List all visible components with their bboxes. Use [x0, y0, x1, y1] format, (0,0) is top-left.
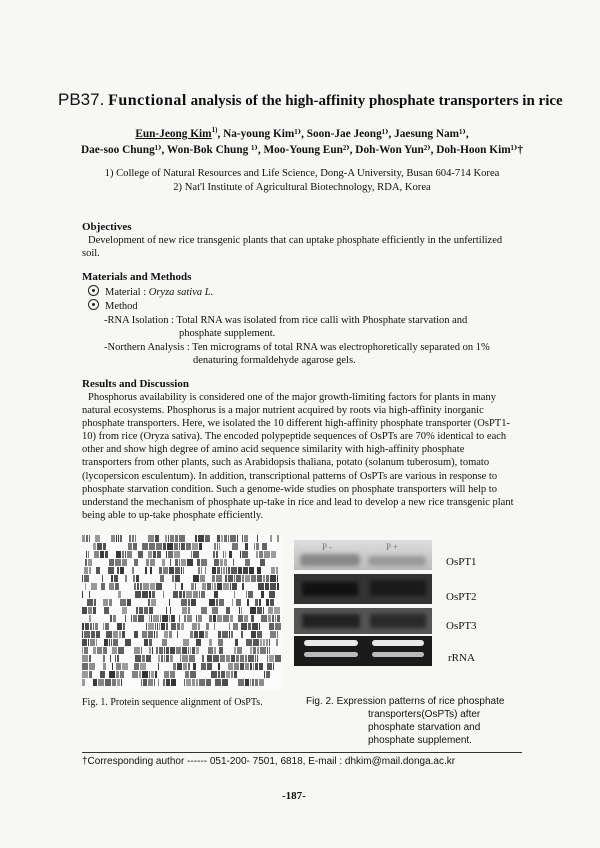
results-line: being able to up-take phosphate efficiently.	[82, 509, 264, 521]
corresponding-author: †Corresponding author ------ 051-200- 7501, 6818, E-mail : dhkim@mail.donga.ac.kr	[82, 756, 456, 767]
objectives-heading: Objectives	[82, 221, 132, 233]
rna-isolation-line-1: -RNA Isolation : Total RNA was isolated from rice calli with Phosphate starvation and	[104, 315, 468, 326]
results-heading: Results and Discussion	[82, 378, 189, 390]
blot-band-ospt1	[294, 540, 432, 570]
alignment-row	[82, 679, 282, 686]
title-code: PB37.	[58, 90, 105, 109]
alignment-row	[82, 671, 282, 678]
affiliation-2: 2) Nat'l Institute of Agricultural Biotechnology, RDA, Korea	[173, 182, 431, 193]
authors-line-2: Dae-soo Chung¹⁾, Won-Bok Chung ¹⁾, Moo-Young Eun²⁾, Doh-Won Yun²⁾, Doh-Hoon Kim¹⁾†	[80, 144, 524, 156]
alignment-row	[82, 631, 282, 638]
alignment-row	[82, 623, 282, 630]
alignment-row	[82, 655, 282, 662]
rna-isolation-line-2: phosphate supplement.	[179, 328, 276, 339]
footer-divider	[82, 752, 522, 753]
results-line: transporters from other plants, such as Arabidopsis thaliana, potato (solanum tuberosum), tomato	[82, 457, 490, 469]
results-line: phosphate transporters. Here, we isolated the 10 different high-affinity phosphate transporter (OsPT1-	[82, 418, 510, 430]
method-item	[88, 299, 138, 312]
bullet-icon	[88, 299, 99, 310]
objectives-line-1: Development of new rice transgenic plants that can uptake phosphate efficiently in the unfertilized	[88, 235, 503, 246]
northern-blot-figure	[294, 540, 432, 668]
results-line: (lycopersicon esculentum). In addition, transcriptional patterns of OsPTs are various in response to	[82, 470, 498, 482]
alignment-row	[82, 535, 282, 542]
gene-label-rrna: rRNA	[448, 652, 475, 664]
results-line: Phosphorus availability is considered one of the major growth-limiting factors for plants in many	[88, 392, 496, 403]
figure-2-caption-line-4: phosphate supplement.	[368, 735, 472, 746]
alignment-row	[82, 567, 282, 574]
results-line: other and show high degree of amino acid sequence similarity with high-affinity phosphate	[82, 444, 465, 456]
paper-title	[58, 90, 578, 110]
blot-band-ospt2	[294, 574, 432, 604]
northern-analysis-line-2: denaturing formaldehyde agarose gels.	[193, 355, 356, 366]
alignment-row	[82, 639, 282, 646]
results-paragraph	[82, 391, 522, 522]
alignment-row	[82, 615, 282, 622]
lane-label-minus: P -	[322, 542, 332, 552]
bullet-icon	[88, 285, 99, 296]
alignment-row	[82, 663, 282, 670]
figure-2-caption-line-3: phosphate starvation and	[368, 722, 481, 733]
blot-band-rrna	[294, 636, 432, 666]
figure-2-caption-line-1: Fig. 2. Expression patterns of rice phosphate	[306, 696, 505, 707]
figure-1-caption: Fig. 1. Protein sequence alignment of OsPTs.	[82, 697, 263, 708]
lane-label-plus: P +	[386, 542, 398, 552]
alignment-row	[82, 583, 282, 590]
material-value: Oryza sativa L.	[148, 287, 214, 298]
alignment-row	[82, 575, 282, 582]
blot-band-ospt3	[294, 608, 432, 634]
results-line: natural ecosystems. Phosphorus is a major nutrient acquired by roots via high-affinity inorganic	[82, 405, 484, 417]
methods-heading: Materials and Methods	[82, 271, 192, 283]
alignment-row	[82, 607, 282, 614]
figure-2-caption-line-2: transporters(OsPTs) after	[368, 709, 481, 720]
page-number: -187-	[282, 790, 306, 802]
alignment-row	[82, 551, 282, 558]
authors-line1-rest: , Na-young Kim¹⁾, Soon-Jae Jeong¹⁾, Jaesung Nam¹⁾,	[217, 128, 469, 140]
results-line: phosphate starvation condition. Such a genome-wide studies on phosphate transporters will help to	[82, 483, 497, 495]
results-line: understand the mechanism of phosphate up-take in rice and lead to develop a new rice transgenic plant	[82, 496, 514, 508]
title-rest: analysis of the high-affinity phosphate transporters in rice	[190, 93, 563, 109]
alignment-row	[82, 647, 282, 654]
material-label: Material :	[105, 287, 149, 298]
title-lead-word: Functional	[108, 92, 187, 109]
authors-line-1	[42, 126, 562, 140]
alignment-row	[82, 591, 282, 598]
northern-analysis-line-1: -Northern Analysis : Ten micrograms of total RNA was electrophoretically separated on 1%	[104, 342, 490, 353]
first-author: Eun-Jeong Kim	[135, 128, 212, 140]
objectives-line-2: soil.	[82, 248, 100, 259]
alignment-row	[82, 543, 282, 550]
gene-label-ospt2: OsPT2	[446, 591, 477, 603]
alignment-row	[82, 599, 282, 606]
results-line: 10) from rice (Oryza sativa). The encoded polypeptide sequences of OsPTs are 70% identical to each	[82, 431, 507, 443]
gene-label-ospt3: OsPT3	[446, 620, 477, 632]
alignment-row	[82, 559, 282, 566]
affiliation-1: 1) College of Natural Resources and Life Science, Dong-A University, Busan 604-714 Korea	[104, 168, 500, 179]
material-item	[88, 285, 213, 298]
sequence-alignment-figure	[82, 535, 282, 690]
method-label: Method	[105, 301, 138, 312]
gene-label-ospt1: OsPT1	[446, 556, 477, 568]
first-author-sup: 1)	[211, 126, 218, 135]
